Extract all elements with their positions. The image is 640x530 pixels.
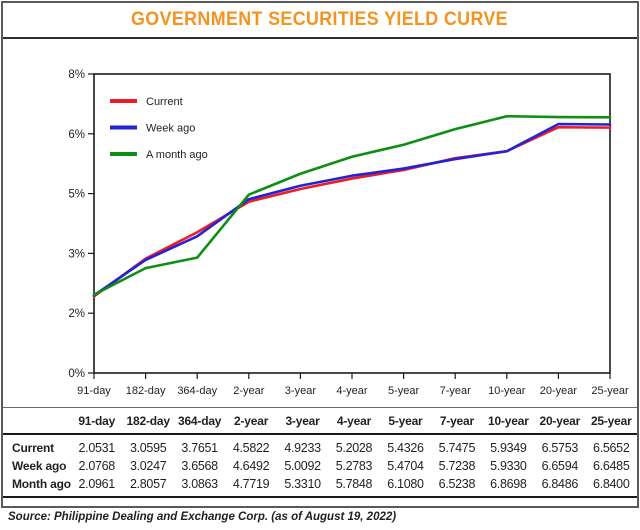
legend-label: Week ago (146, 122, 196, 135)
data-table (3, 408, 637, 498)
x-tick-label: 182-day (125, 385, 166, 397)
table-cell: 3.0247 (129, 459, 167, 473)
table-cell: 5.0092 (284, 459, 321, 473)
y-tick-label: 2% (68, 308, 85, 321)
table-cell: 5.7475 (438, 441, 476, 455)
table-row (3, 475, 637, 497)
table-cell: 2.0768 (78, 459, 115, 473)
table-cell: 4.5822 (232, 441, 270, 455)
x-tick-label: 91-day (77, 385, 111, 397)
table-cell: 5.9330 (490, 459, 527, 473)
series-line-a-month-ago (94, 116, 610, 294)
legend-label: A month ago (146, 149, 208, 161)
x-tick-label: 25-year (591, 385, 629, 397)
table-header-cell: 7-year (431, 408, 482, 434)
y-tick-label: 5% (68, 188, 85, 201)
y-tick-label: 8% (68, 69, 85, 81)
table-cell: 3.6568 (181, 459, 218, 473)
table-section (3, 407, 637, 498)
y-tick-label: 0% (68, 368, 85, 380)
table-cell: 3.0595 (129, 441, 167, 455)
table-cell: 5.7848 (335, 477, 373, 491)
x-tick-label: 2-year (233, 385, 265, 397)
plot-frame (94, 74, 610, 373)
table-header-cell: 5-year (380, 408, 431, 434)
table-header-cell: 25-year (586, 408, 637, 434)
table-header-cell (3, 408, 71, 434)
table-cell: 4.6492 (232, 459, 270, 473)
x-tick-label: 5-year (388, 385, 420, 397)
x-tick-label: 4-year (336, 385, 368, 397)
chart-card (1, 1, 639, 508)
table-cell: 4.9233 (284, 441, 321, 455)
table-cell: 6.1080 (387, 477, 424, 491)
y-tick-label: 6% (68, 128, 85, 141)
table-cell: 6.5753 (541, 441, 579, 455)
table-cell: 3.7651 (181, 441, 218, 455)
table-header-row (3, 408, 637, 434)
table-header-cell: 4-year (328, 408, 379, 434)
table-cell: 6.5652 (593, 441, 630, 455)
table-header-cell: 10-year (483, 408, 534, 434)
table-cell: 5.2028 (335, 441, 373, 455)
table-cell: 2.0531 (78, 441, 115, 455)
table-cell: 5.7238 (438, 459, 476, 473)
table-cell: 5.4704 (387, 459, 424, 473)
legend-label: Current (146, 96, 183, 108)
x-tick-label: 10-year (488, 385, 526, 397)
row-label: Week ago (12, 459, 67, 473)
table-header-cell: 364-day (174, 408, 225, 434)
table-cell: 5.3310 (284, 477, 321, 491)
table-cell: 6.6594 (541, 459, 579, 473)
table-header-cell: 182-day (122, 408, 173, 434)
table-cell: 2.8057 (129, 477, 167, 491)
table-cell: 6.6485 (593, 459, 630, 473)
source-note: Source: Philippine Dealing and Exchange Corp. (as of August 19, 2022) (8, 511, 397, 523)
table-cell: 4.7719 (232, 477, 270, 491)
row-label: Month ago (12, 477, 71, 491)
x-tick-label: 3-year (284, 385, 316, 397)
table-header-cell: 2-year (225, 408, 276, 434)
title-bar (3, 3, 637, 39)
table-cell: 6.8698 (490, 477, 527, 491)
table-header-cell: 91-day (71, 408, 122, 434)
table-cell: 2.0961 (78, 477, 115, 491)
yield-curve-chart (3, 39, 637, 407)
table-cell: 5.4326 (387, 441, 424, 455)
row-label: Current (12, 441, 54, 455)
table-cell: 5.2783 (335, 459, 373, 473)
table-row (3, 457, 637, 475)
y-tick-label: 3% (68, 248, 85, 261)
table-cell: 3.0863 (181, 477, 218, 491)
table-header-cell: 20-year (534, 408, 585, 434)
table-header-cell: 3-year (277, 408, 328, 434)
table-cell: 6.8486 (541, 477, 579, 491)
table-cell: 6.5238 (438, 477, 476, 491)
x-tick-label: 364-day (177, 385, 218, 397)
x-tick-label: 20-year (539, 385, 578, 397)
table-cell: 6.8400 (593, 477, 630, 491)
x-tick-label: 7-year (439, 385, 471, 397)
table-cell: 5.9349 (490, 441, 527, 455)
chart-title: GOVERNMENT SECURITIES YIELD CURVE (131, 9, 509, 30)
table-row (3, 434, 637, 457)
